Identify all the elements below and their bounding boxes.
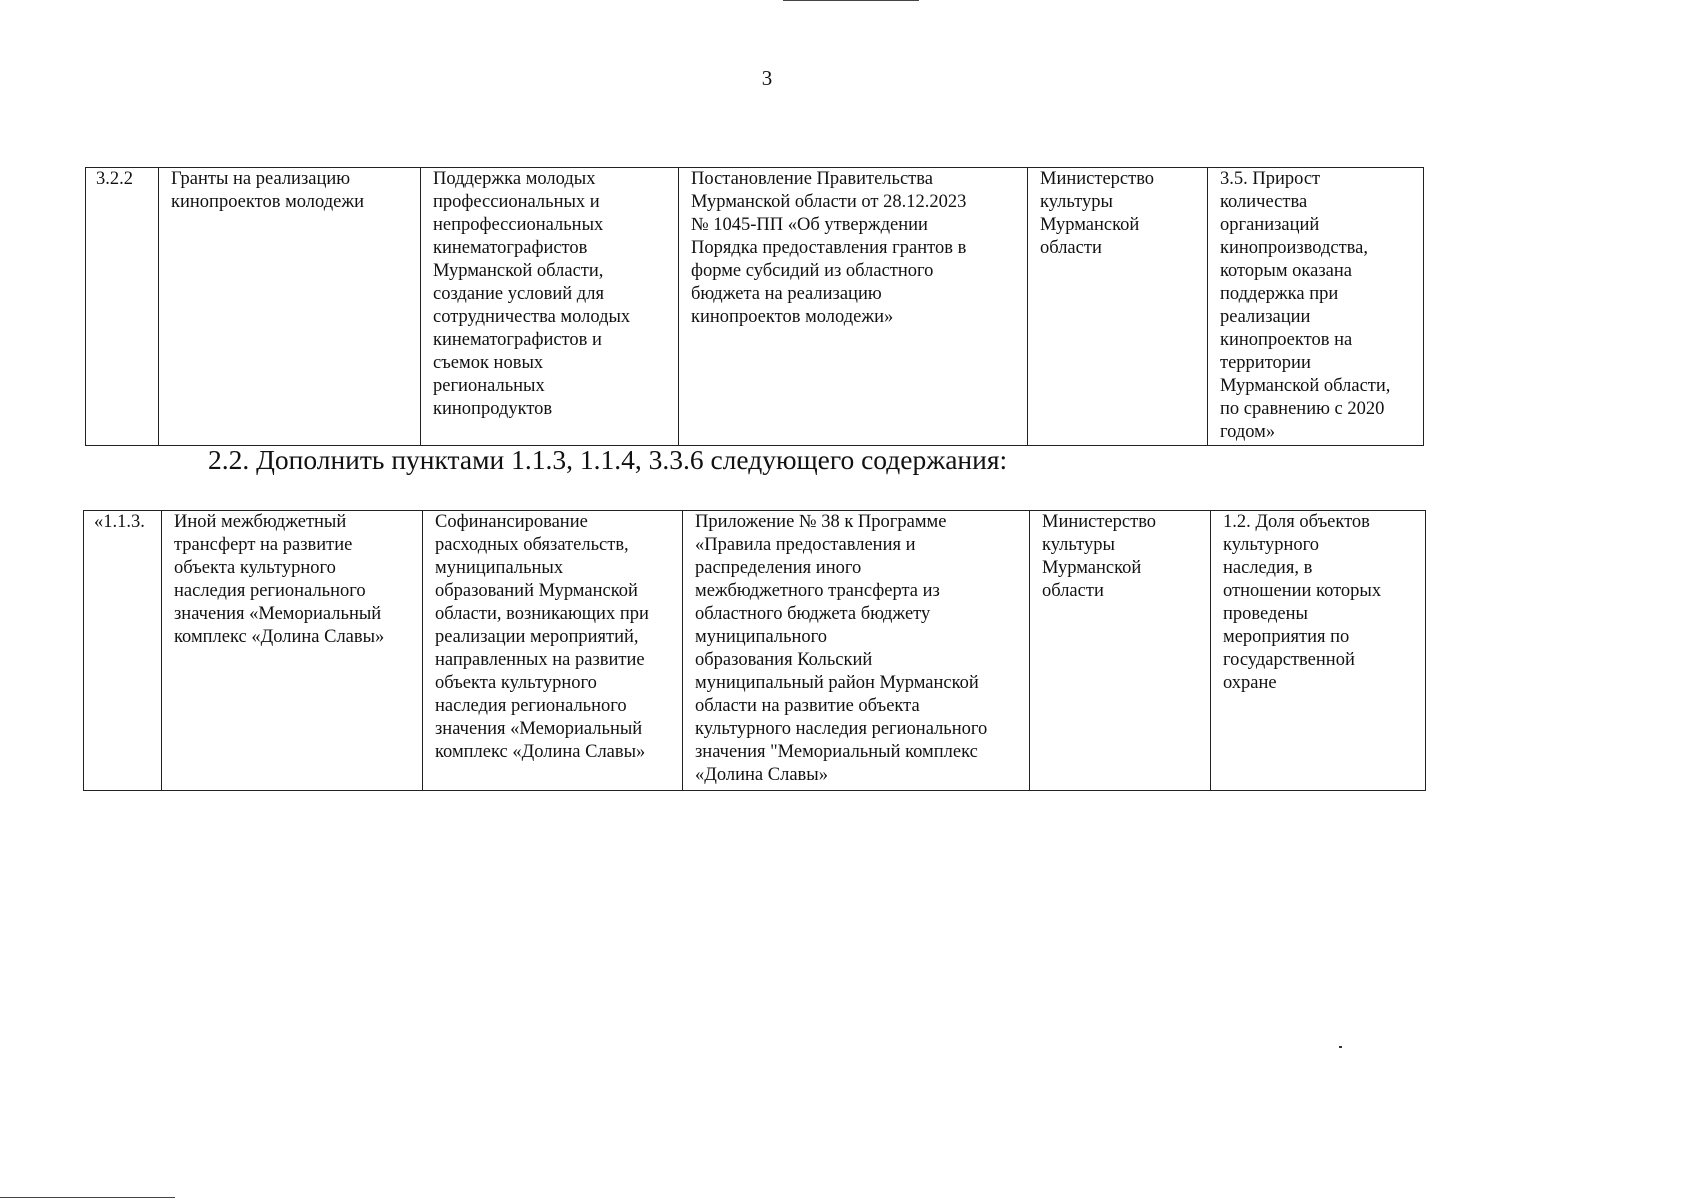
item-number-cell: 3.2.2 [86,168,159,446]
item-legal-act-cell: Приложение № 38 к Программе «Правила предоставления и распределения иного межбюджетного трансферта из областного бюджета бюджету муниципального образования Кольский муниципальный район Мурманской области на развитие объекта культурного наследия регионального значения "Мемориальный комплекс «Долина Славы» [683,511,1030,791]
table-row [86,168,1424,446]
item-number-cell: «1.1.3. [84,511,162,791]
item-executor-cell: Министерство культуры Мурманской области [1028,168,1208,446]
table-row [84,511,1426,791]
scan-speck [1339,1046,1342,1048]
top-edge-rule [783,0,919,1]
item-name-cell: Гранты на реализацию кинопроектов молодежи [159,168,421,446]
item-executor-cell: Министерство культуры Мурманской области [1030,511,1211,791]
bottom-edge-rule [0,1197,175,1198]
measures-table-1 [85,167,1424,446]
item-purpose-cell: Поддержка молодых профессиональных и непрофессиональных кинематографистов Мурманской области, создание условий для сотрудничества молодых кинематографистов и съемок новых региональных кинопродуктов [421,168,679,446]
item-name-cell: Иной межбюджетный трансферт на развитие объекта культурного наследия регионального значения «Мемориальный комплекс «Долина Славы» [162,511,423,791]
amendment-instruction: 2.2. Дополнить пунктами 1.1.3, 1.1.4, 3.3.6 следующего содержания: [208,444,1008,475]
item-indicator-cell: 1.2. Доля объектов культурного наследия, в отношении которых проведены мероприятия по государственной охране [1211,511,1426,791]
item-legal-act-cell: Постановление Правительства Мурманской области от 28.12.2023 № 1045-ПП «Об утверждении Порядка предоставления грантов в форме субсидий из областного бюджета на реализацию кинопроектов молодежи» [679,168,1028,446]
item-purpose-cell: Софинансирование расходных обязательств, муниципальных образований Мурманской области, возникающих при реализации мероприятий, направленных на развитие объекта культурного наследия регионального значения «Мемориальный комплекс «Долина Славы» [423,511,683,791]
page-number: 3 [761,66,773,90]
measures-table-2 [83,510,1426,791]
item-indicator-cell: 3.5. Прирост количества организаций кинопроизводства, которым оказана поддержка при реализации кинопроектов на территории Мурманской области, по сравнению с 2020 годом» [1208,168,1424,446]
